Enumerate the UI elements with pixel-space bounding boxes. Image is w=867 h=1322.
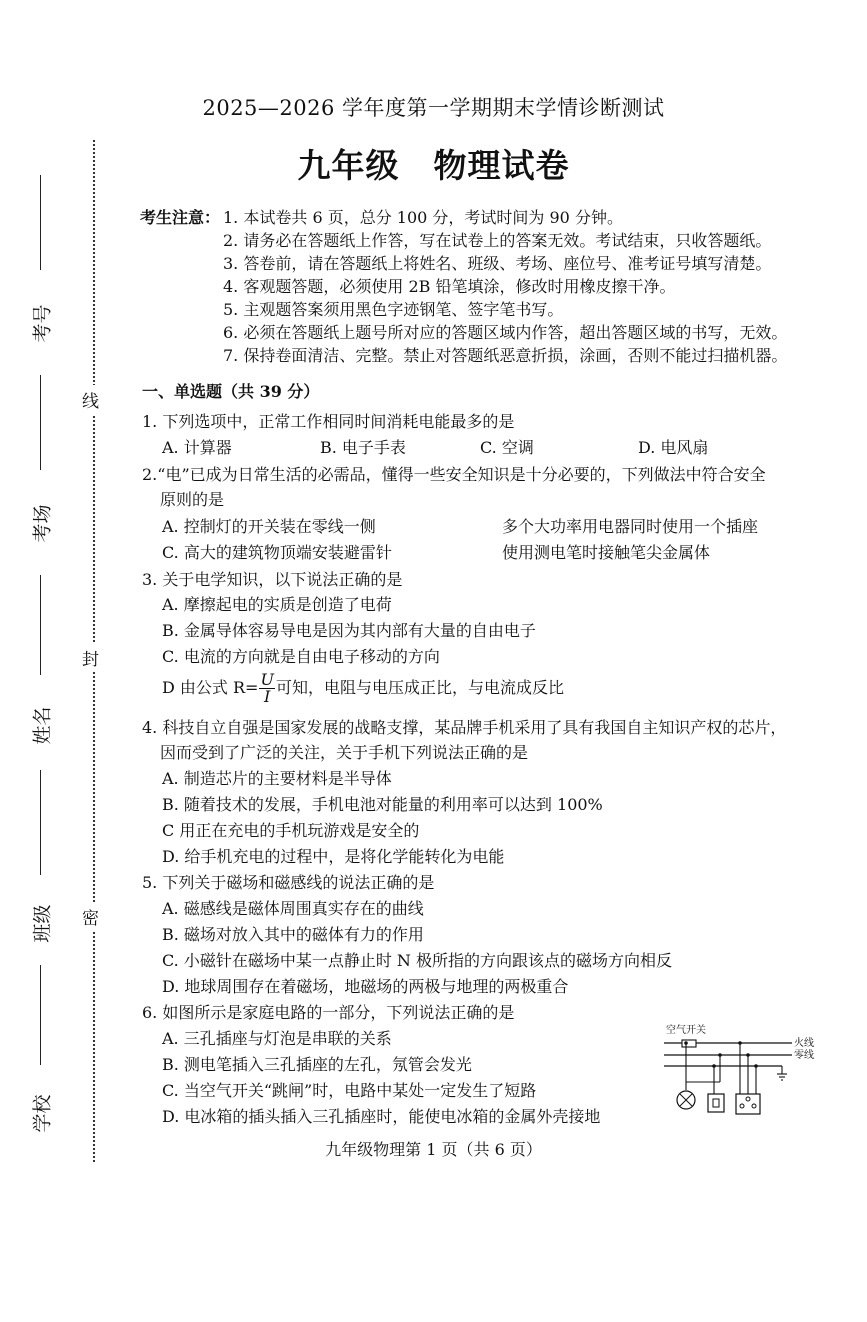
question-option: C. 电流的方向就是自由电子移动的方向 [162,647,440,666]
junction-dot [718,1053,722,1057]
question-stem: 6. 如图所示是家庭电路的一部分，下列说法正确的是 [142,1003,515,1022]
notice-item: 5. 主观题答案须用黑色字迹钢笔、签字笔书写。 [223,300,564,319]
question-option: C. 空调 [480,438,534,457]
wall-switch-icon [708,1094,724,1112]
field-line-exam-number [40,175,41,270]
question-stem: 1. 下列选项中，正常工作相同时间消耗电能最多的是 [142,412,515,431]
neutral-wire-label: 零线 [794,1050,814,1061]
air-switch-label: 空气开关 [666,1025,706,1036]
question-stem-continued: 原则的是 [160,490,225,509]
junction-dot [746,1053,750,1057]
junction-dot [712,1064,716,1068]
question-stem: 5. 下列关于磁场和磁感线的说法正确的是 [142,873,435,892]
question-option: A. 三孔插座与灯泡是串联的关系 [162,1029,392,1048]
option-formula-prefix: D 由公式 R= [162,678,259,697]
question-option: C 用正在充电的手机玩游戏是安全的 [162,821,420,840]
field-line-class [40,770,41,875]
notice-label: 考生注意： [140,208,221,227]
question-option: C. 小磁针在磁场中某一点静止时 N 极所指的方向跟该点的磁场方向相反 [162,951,673,970]
option-formula-suffix: 可知，电阻与电压成正比，与电流成反比 [275,678,564,697]
field-label-school: 学校 [31,1094,54,1133]
notice-item: 7. 保持卷面清洁、完整。禁止对答题纸恶意折损，涂画，否则不能过扫描机器。 [223,346,788,365]
field-label-exam-room: 考场 [31,504,54,543]
junction-dot [738,1041,742,1045]
question-option: A. 摩擦起电的实质是创造了电荷 [162,595,392,614]
seal-mark-line: 线 [82,385,99,414]
question-stem: 4. 科技自立自强是国家发展的战略支撑，某品牌手机采用了具有我国自主知识产权的芯片， [142,718,787,737]
wall-switch-icon [713,1099,719,1107]
household-circuit-diagram [658,1022,828,1122]
question-stem: 3. 关于电学知识，以下说法正确的是 [142,570,403,589]
exam-title-line: 2025—2026 学年度第一学期期末学情诊断测试 [202,96,665,120]
notice-item: 2. 请务必在答题纸上作答，写在试卷上的答案无效。考试结束，只收答题纸。 [223,231,772,250]
question-option: A. 制造芯片的主要材料是半导体 [162,769,392,788]
live-wire-label: 火线 [794,1038,814,1049]
question-option: D. 电冰箱的插头插入三孔插座时，能使电冰箱的金属外壳接地 [162,1107,601,1126]
fraction-numerator: U [260,670,274,689]
notice-item: 6. 必须在答题纸上题号所对应的答题区域内作答，超出答题区域的书写，无效。 [223,323,788,342]
junction-dot [684,1041,688,1045]
question-stem: 2.“电”已成为日常生活的必需品，懂得一些安全知识是十分必要的，下列做法中符合安全 [142,465,766,484]
section-title: 一、单选题（共 39 分） [142,382,320,401]
three-hole-socket-icon [740,1104,744,1108]
question-option: B. 磁场对放入其中的磁体有力的作用 [162,925,424,944]
question-option: D. 给手机充电的过程中，是将化学能转化为电能 [162,847,505,866]
question-option: 多个大功率用电器同时使用一个插座 [502,517,759,536]
notice-item: 4. 客观题答题，必须使用 2B 铅笔填涂，修改时用橡皮擦干净。 [223,277,676,296]
field-label-exam-number: 考号 [31,304,54,343]
air-switch-box [682,1040,696,1047]
junction-dot [754,1064,758,1068]
question-option: A. 计算器 [162,438,232,457]
field-label-name: 姓名 [31,706,54,745]
question-option: A. 控制灯的开关装在零线一侧 [162,517,376,536]
field-line-exam-room [40,375,41,470]
question-option: D. 地球周围存在着磁场，地磁场的两极与地理的两极重合 [162,977,569,996]
fraction-denominator: I [264,687,271,706]
question-option: A. 磁感线是磁体周围真实存在的曲线 [162,899,424,918]
question-option: D. 电风扇 [638,438,709,457]
field-line-school [40,965,41,1065]
field-label-class: 班级 [31,904,54,943]
question-option: B. 金属导体容易导电是因为其内部有大量的自由电子 [162,621,536,640]
question-option: C. 高大的建筑物顶端安装避雷针 [162,543,392,562]
notice-item: 3. 答卷前，请在答题纸上将姓名、班级、考场、座位号、准考证号填写清楚。 [223,254,772,273]
seal-mark-secret: 密 [82,902,99,931]
fraction-u-over-i [259,672,274,705]
exam-main-title: 九年级 物理试卷 [297,146,570,185]
field-line-name [40,575,41,675]
question-option: 使用测电笔时接触笔尖金属体 [502,543,711,562]
notice-item: 1. 本试卷共 6 页，总分 100 分，考试时间为 90 分钟。 [223,208,623,227]
seal-mark-seal: 封 [82,643,99,672]
three-hole-socket-icon [746,1097,750,1101]
question-option: B. 电子手表 [320,438,406,457]
question-stem-continued: 因而受到了广泛的关注，关于手机下列说法正确的是 [160,743,529,762]
question-option: B. 测电笔插入三孔插座的左孔，氖管会发光 [162,1055,472,1074]
three-hole-socket-icon [752,1104,756,1108]
question-option-formula [162,672,564,705]
question-option: B. 随着技术的发展，手机电池对能量的利用率可以达到 100% [162,795,603,814]
question-option: C. 当空气开关“跳闸”时，电路中某处一定发生了短路 [162,1081,537,1100]
page-footer: 九年级物理第 1 页（共 6 页） [325,1140,542,1159]
